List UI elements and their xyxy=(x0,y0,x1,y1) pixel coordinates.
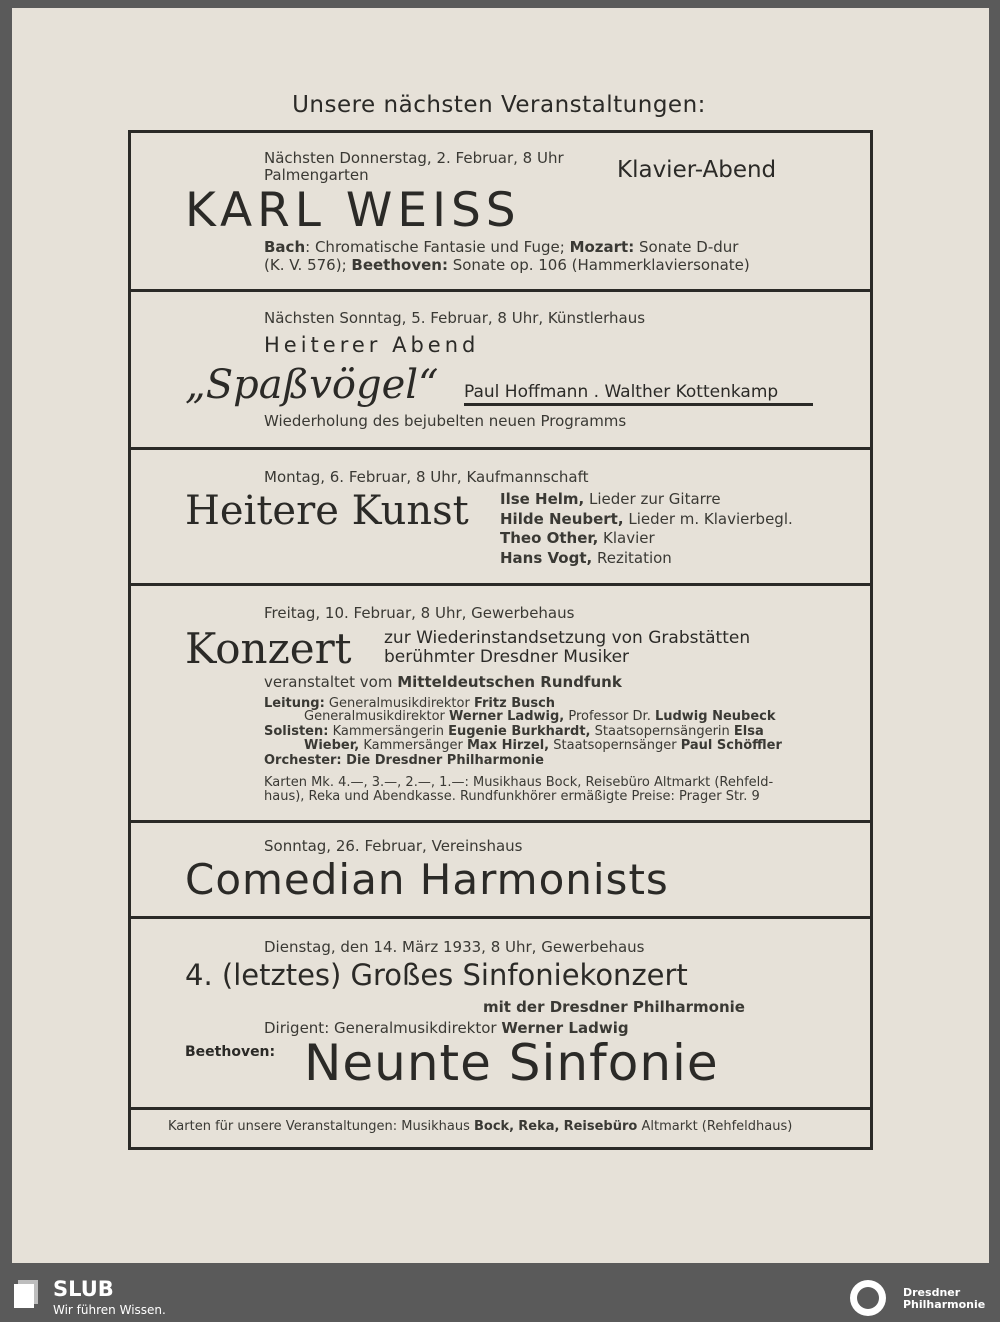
separator xyxy=(128,447,873,450)
program-line xyxy=(264,238,738,256)
tickets-info xyxy=(168,1119,792,1134)
name: Eugenie Burkhardt, xyxy=(448,724,591,739)
work-text: : Chromatische Fantasie und Fuge; xyxy=(305,238,570,256)
performer xyxy=(500,510,793,528)
event-date: Freitag, 10. Februar, 8 Uhr, Gewerbehaus xyxy=(264,604,575,622)
separator xyxy=(128,1107,873,1110)
shop-name: Reka, xyxy=(518,1119,560,1134)
slub-tagline: Wir führen Wissen. xyxy=(53,1303,166,1317)
separator xyxy=(128,583,873,586)
event-note: Wiederholung des bejubelten neuen Programms xyxy=(264,412,627,430)
event-title: Konzert xyxy=(185,624,352,673)
event-date: Montag, 6. Februar, 8 Uhr, Kaufmannschaft xyxy=(264,468,589,486)
event-title: KARL WEISS xyxy=(185,183,521,238)
name: Elsa xyxy=(733,724,764,739)
ticket-info: Karten Mk. 4.—, 3.—, 2.—, 1.—: Musikhaus Bock, Reisebüro Altmarkt (Rehfeld- xyxy=(264,775,774,790)
text: Kammersängerin xyxy=(328,724,449,739)
performer-role: Rezitation xyxy=(592,549,672,567)
label: Leitung: xyxy=(264,696,325,711)
event-date: Sonntag, 26. Februar, Vereinshaus xyxy=(264,837,523,855)
composer: Beethoven: xyxy=(351,256,448,274)
event-title: Heitere Kunst xyxy=(185,488,469,534)
performer-name: Ilse Helm, xyxy=(500,490,585,508)
name: Ludwig Neubeck xyxy=(654,709,776,724)
name: Fritz Busch xyxy=(473,696,556,711)
performer xyxy=(500,490,721,508)
text: Professor Dr. xyxy=(564,709,655,724)
text: Staatsopernsänger xyxy=(549,738,681,753)
event-purpose: berühmter Dresdner Musiker xyxy=(384,647,630,667)
composer: Bach xyxy=(264,238,306,256)
event-type: Klavier-Abend xyxy=(617,157,777,183)
work-text: Sonate D-dur xyxy=(634,238,739,256)
ticket-info: haus), Reka und Abendkasse. Rundfunkhörer ermäßigte Preise: Prager Str. 9 xyxy=(264,789,760,804)
event-organizer xyxy=(264,673,622,691)
composer: Beethoven: xyxy=(185,1044,276,1060)
work-text: (K. V. 576); xyxy=(264,256,352,274)
soloists-line xyxy=(304,738,782,753)
performer-role: Lieder m. Klavierbegl. xyxy=(623,510,793,528)
partner-name: Dresdner Philharmonie xyxy=(903,1286,986,1311)
performer-name: Theo Other, xyxy=(500,529,599,547)
philharmonie-logo-icon xyxy=(843,1275,893,1321)
event-date: Nächsten Sonntag, 5. Februar, 8 Uhr, Künstlerhaus xyxy=(264,309,646,327)
event-orchestra: mit der Dresdner Philharmonie xyxy=(483,998,745,1016)
conductor-label: Dirigent: Generalmusikdirektor xyxy=(264,1019,502,1037)
work-title: Neunte Sinfonie xyxy=(304,1034,719,1092)
name: Wieber, xyxy=(304,738,360,753)
event-subtitle: Heiterer Abend xyxy=(264,333,480,357)
conductor-line xyxy=(304,709,776,724)
organizer-label: veranstaltet vom xyxy=(264,673,398,691)
performer-name: Hans Vogt, xyxy=(500,549,593,567)
event-title: 4. (letztes) Großes Sinfoniekonzert xyxy=(185,958,688,992)
program-line xyxy=(264,256,750,274)
text: Generalmusikdirektor xyxy=(304,709,450,724)
event-date: Dienstag, den 14. März 1933, 8 Uhr, Gewerbehaus xyxy=(264,938,645,956)
performer-role: Lieder zur Gitarre xyxy=(584,490,721,508)
soloists-line xyxy=(264,724,764,739)
text: Kammersänger xyxy=(359,738,467,753)
label: Solisten: xyxy=(264,724,329,739)
slub-name: SLUB xyxy=(53,1277,114,1301)
work-text: Sonate op. 106 (Hammerklaviersonate) xyxy=(447,256,750,274)
orchestra-line xyxy=(264,753,544,768)
event-purpose: zur Wiederinstandsetzung von Grabstätten xyxy=(384,628,751,648)
slub-logo-icon xyxy=(14,1280,38,1308)
shop-name: Reisebüro xyxy=(563,1119,638,1134)
text: Staatsopernsängerin xyxy=(590,724,734,739)
organizer-name: Mitteldeutschen Rundfunk xyxy=(397,673,622,691)
shop-name: Bock, xyxy=(473,1119,515,1134)
name: Die Dresdner Philharmonie xyxy=(341,753,544,768)
text: Generalmusikdirektor xyxy=(324,696,474,711)
performer-role: Klavier xyxy=(598,529,655,547)
poster-headline: Unsere nächsten Veranstaltungen: xyxy=(292,92,706,118)
separator xyxy=(128,916,873,919)
separator xyxy=(128,820,873,823)
performer xyxy=(500,529,655,547)
name: Max Hirzel, xyxy=(466,738,550,753)
composer: Mozart: xyxy=(569,238,635,256)
performer-name: Hilde Neubert, xyxy=(500,510,624,528)
name: Paul Schöffler xyxy=(680,738,782,753)
event-venue: Palmengarten xyxy=(264,166,369,184)
tickets-label: Karten für unsere Veranstaltungen: Musikhaus xyxy=(168,1119,474,1134)
event-date: Nächsten Donnerstag, 2. Februar, 8 Uhr xyxy=(264,149,564,167)
separator xyxy=(128,289,873,292)
name: Werner Ladwig, xyxy=(449,709,565,724)
event-title: Comedian Harmonists xyxy=(185,855,669,904)
event-performers: Paul Hoffmann . Walther Kottenkamp xyxy=(464,382,813,406)
conductor-name: Werner Ladwig xyxy=(501,1019,629,1037)
label: Orchester: xyxy=(264,753,342,768)
performer xyxy=(500,549,672,567)
event-title: „Spaßvögel“ xyxy=(185,362,439,408)
tickets-rest: Altmarkt (Rehfeldhaus) xyxy=(637,1119,793,1134)
